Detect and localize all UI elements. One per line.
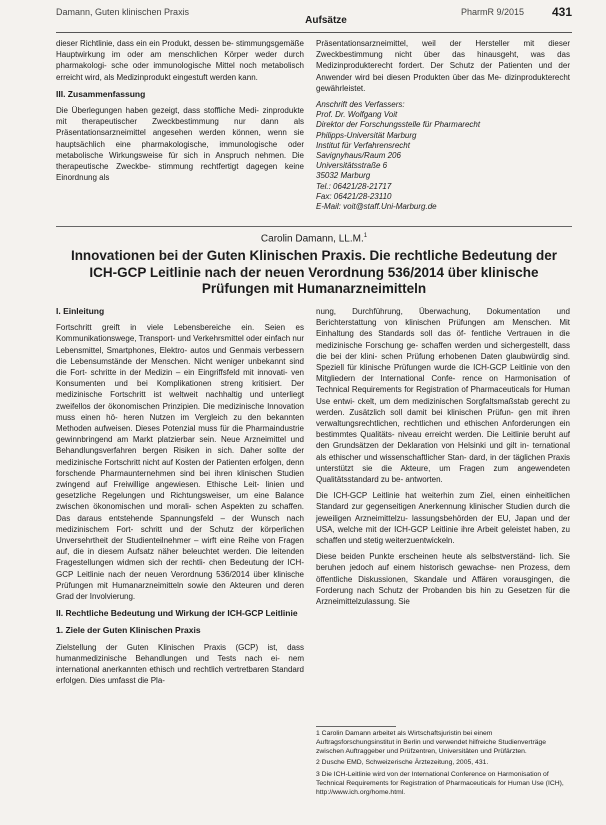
top-right-column (316, 38, 570, 212)
footnotes (316, 730, 570, 801)
divider (56, 226, 572, 227)
footnote: 3 Die ICH-Leitlinie wird von der International Conference on Harmonisation of Technical Requirements for Registration of Pharmaceuticals for Human Use (ICH), http://www.ich.org/home.html. (316, 771, 564, 796)
footnote-rule (316, 726, 396, 727)
address-line: Direktor der Forschungsstelle für Pharmarecht (316, 120, 481, 130)
author-name: Carolin Damann, LL.M. (260, 233, 364, 245)
paragraph: Zielstellung der Guten Klinischen Praxis (GCP) ist, dass humanmedizinische Behandlungen und Tests nach ei- nem international anerkannten ethisch und rechtlich vertretbaren Standard erfolgen. Dies umfasst die Pla- (56, 642, 304, 686)
address-line: Prof. Dr. Wolfgang Voit (316, 110, 398, 120)
address-email[interactable]: E-Mail: voit@staff.Uni-Marburg.de (316, 202, 437, 212)
paragraph: nung, Durchführung, Überwachung, Dokumentation und Berichterstattung von klinischen Prüfungen am Menschen. Mit Einhaltung des Standards soll das öf- fentliche Vertrauen in die medizinische Forschung ge- schaffen werden und sichergestellt, dass die bei der klini- schen Prüfung erhobenen Daten glaubwürdig sind. Speziell für klinische Prüfungen wurde die ICH-GCP Leitlinie von den Mitgliedern der International Confe- rence on Harmonisation of Technical Requirements for Registration of Pharmaceuticals for Human Use entwi- ckelt, um dem medizinischen Sorgfaltsmaßstab gerecht zu werden. Zusätzlich soll damit bei klinischen Prüfun- gen mit ihren verwaltungsrechtlichen, rechtlichen und ethischen Anforderungen ein bestimmtes Qualitäts- niveau erreicht werden. Die Leitlinie beruht auf den Grundsätzen der Deklaration von Helsinki und gilt in- ternational als ethischer und wissenschaftlicher Stan- dard, in der täglichen Praxis unterstützt sie die Akteure, um Fragen zum angewendeten Qualitätsstandard zu be- antworten. (316, 307, 570, 485)
top-left-column (56, 38, 304, 188)
address-line: 35032 Marburg (316, 171, 371, 181)
running-header (56, 6, 572, 33)
address-heading: Anschrift des Verfassers: (316, 100, 405, 110)
paragraph: Die Überlegungen haben gezeigt, dass stoffliche Medi- zinprodukte mit therapeutischer Zweckbestimmung nur dann als Präsentationsarzneimittel angesehen werden können, wenn sie hauptsächlich eine pharmakologische, immunologische oder metabolische Wirkungsweise für sich in Anspruch nehmen. Die therapeutische Zweckbe- stimmung rechtfertigt dagegen keine Einordnung als (56, 106, 304, 183)
address-line: Savignyhaus/Raum 206 (316, 151, 401, 161)
address-line: Institut für Verfahrensrecht (316, 140, 410, 150)
paragraph: dieser Richtlinie, dass ein ein Produkt, dessen be- stimmungsgemäße Hauptwirkung im oder am menschlichen Körper weder durch pharmakologi- sche oder immunologische Mittel noch metabolisch erreicht wird, als Medizinprodukt eingestuft werden kann. (56, 39, 304, 82)
address-line: Tel.: 06421/28-21717 (316, 181, 392, 191)
left-column (56, 306, 304, 692)
page-number: 431 (551, 5, 572, 19)
article-author (56, 233, 572, 244)
section-heading: III. Zusammenfassung (56, 88, 146, 99)
header-section: Aufsätze (305, 15, 347, 26)
section-heading: I. Einleitung (56, 306, 105, 316)
footnote: 2 Dusche EMD, Schweizerische Ärztezeitung, 2005, 431. (316, 759, 489, 767)
subsection-heading: 1. Ziele der Guten Klinischen Praxis (56, 625, 201, 636)
header-left: Damann, Guten klinischen Praxis (56, 7, 190, 17)
address-line: Universitätsstraße 6 (316, 161, 388, 171)
footnote-marker: 1 (363, 233, 368, 239)
paragraph: Fortschritt greift in viele Lebensbereiche ein. Seien es Kommunikationswege, Transport- und Verkehrsmittel oder einfach nur Lebensmittel, Smartphones, Elektro- autos und Genmais verbessern die Lebensumstände der Menschen. Nicht weniger unbekannt sind die Fort- schritte in der Medizin – ein Eingriffsfeld mit innovati- ven Konsumenten und bei Komplikationen streng kritisiert. Der medizinische Fortschritt ist weltweit nachhaltig und unterliegt zweifellos der ökonomischen Prinzipien. Die medizinische Innovation muss einen hö- heren Nutzen im Vergleich zu den bekannten Methoden aufweisen. Dieses Potenzial muss für die Pharmaindustrie gewinnbringend am Markt platzierbar sein. Neue Arzneimittel und Behandlungsverfahren bergen Risiken in sich. Daher sollte der medizinische Fortschritt nicht auf Kosten der Patienten erfolgen, denn forschende Pharmaunternehmen sind bei ihren klinischen Studien zwingend auf Freiwillige angewiesen. Ethische Leit- linien und gesetzliche Regelungen und Richtungsweiser, um eine Balance zwischen ökonomischen und morali- schen Aspekten zu schaffen. Das daraus entstehende Spannungsfeld – der Wunsch nach medizinischem Fort- schritt und der Schutz der körperlichen Unversehrtheit der Studienteilnehmer – wirft eine Reihe von Fragen auf, die in diesem Aufsatz näher beleuchtet werden. Die leitenden Fragestellungen widmen sich der rechtli- chen Bedeutung der ICH-GCP Leitlinie nach der neuen Verordnung 536/2014 über klinische Prüfungen mit Humanarzneimitteln sowie den Akteuren und deren Grad der Involvierung. (56, 323, 304, 602)
address-line: Philipps-Universität Marburg (316, 130, 417, 140)
right-column (316, 306, 570, 612)
section-heading: II. Rechtliche Bedeutung und Wirkung der ICH-GCP Leitlinie (56, 608, 298, 619)
footnote: 1 Carolin Damann arbeitet als Wirtschaftsjuristin bei einem Auftragsforschungsinstitut in Berlin und verwendet hilfreiche Studienverträge zwischen Auftraggeber und Prüfzentren, Universitäten und Prüfärzten. (316, 730, 547, 755)
header-journal: PharmR 9/2015 (460, 7, 524, 17)
paragraph: Diese beiden Punkte erscheinen heute als selbstverständ- lich. Sie beruhen jedoch auf einem historisch gewachse- nen Prozess, dem öffentliche Diskussionen, Skandale und Affären vorausgingen, die Forderung nach Schutz der Probanden bis hin zu Gesetzen für die Arzneimittelzulassung. Sie (316, 552, 570, 607)
address-block (316, 110, 570, 212)
paragraph: Präsentationsarzneimittel, weil der Hersteller mit dieser Zweckbestimmung nicht über das hinausgeht, was das Medizinprodukterecht fordert. Der Schutz der Patienten und der Anwender wird bei diesen Produkten über das Me- dizinprodukterecht gewährleistet. (316, 39, 570, 93)
article-title: Innovationen bei der Guten Klinischen Praxis. Die rechtliche Bedeutung der ICH-GCP Leitlinie nach der neuen Verordnung 536/2014 über klinische Prüfungen mit Humanarzneimitteln (70, 248, 558, 296)
paragraph: Die ICH-GCP Leitlinie hat weiterhin zum Ziel, einen einheitlichen Standard zur gegenseitigen Anerkennung klinischer Studien durch die jeweiligen Arzneimittelzu- lassungsbehörden der EU, Japan und der USA, welche mit der ICH-GCP Leitlinie ihre Arbeit geleistet haben, zu schaffen und stetig weiterzuentwickeln. (316, 491, 570, 546)
address-line: Fax: 06421/28-23110 (316, 191, 392, 201)
